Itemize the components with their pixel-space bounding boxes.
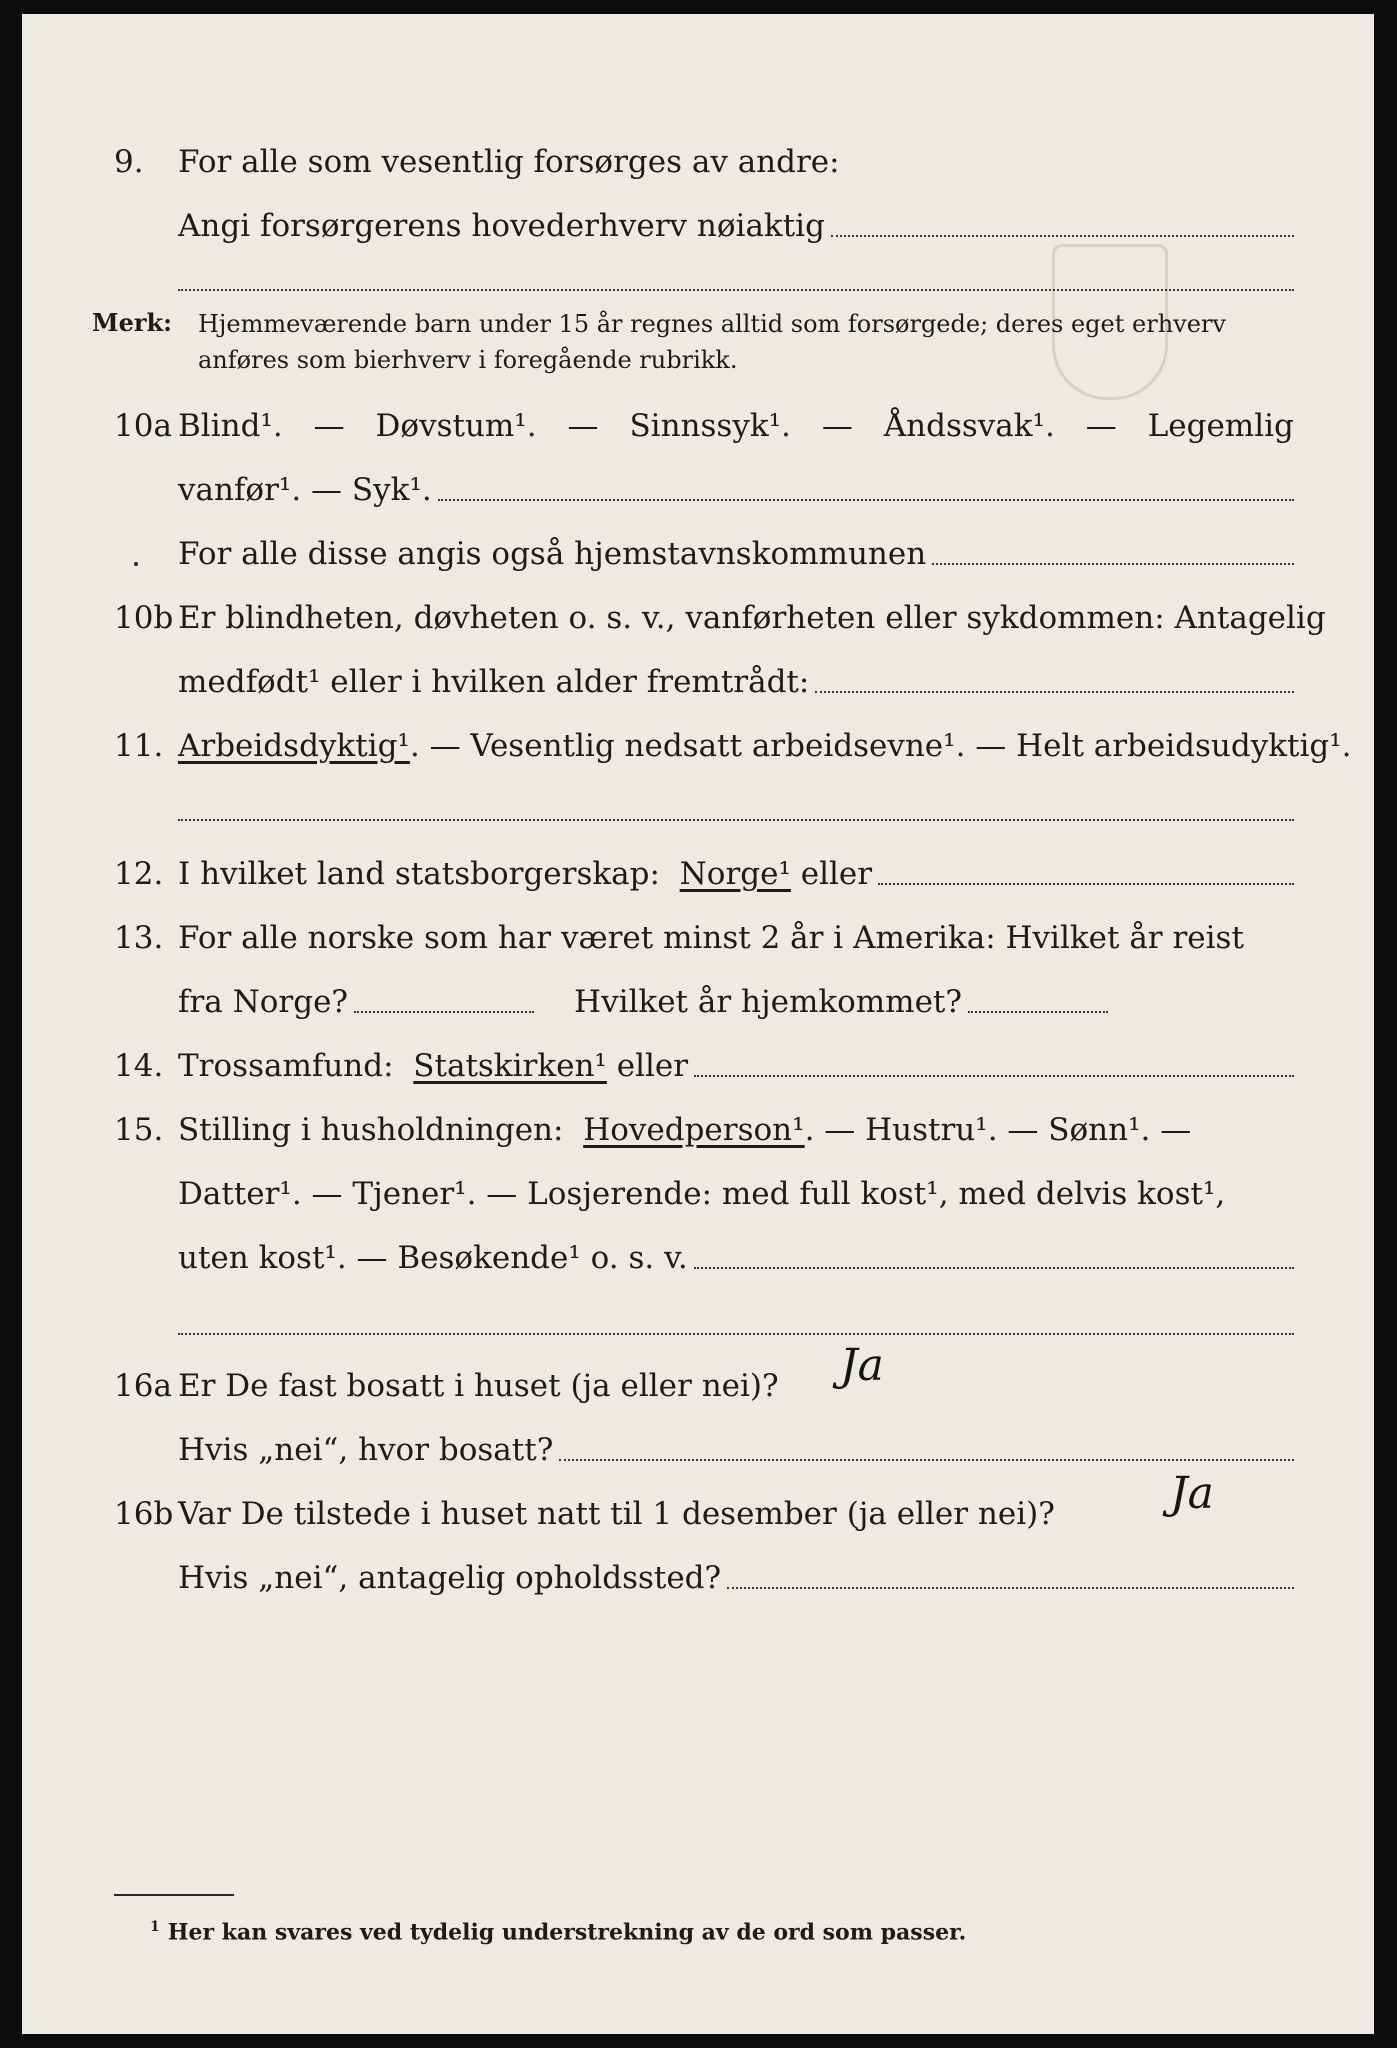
question-number: 12. (114, 856, 164, 892)
question-10b-row-2: medfødt¹ eller i hvilken alder fremtrådt: (22, 662, 1374, 722)
question-number: 11. (114, 728, 164, 764)
question-number: 13. (114, 920, 164, 956)
option-andssvak[interactable]: Åndssvak¹. (883, 408, 1055, 444)
footnote-rule (114, 1894, 234, 1896)
answer-blank[interactable] (694, 1266, 1294, 1269)
answer-blank[interactable] (559, 1458, 1294, 1461)
question-16a-row-1: 16a Er De fast bosatt i huset (ja eller nei)? (114, 1368, 779, 1404)
question-number: 15. (114, 1112, 164, 1148)
answer-blank[interactable] (831, 234, 1294, 237)
answer-blank[interactable] (178, 1332, 1294, 1335)
question-16b-row-2: Hvis „nei“, antagelig opholdssted? (22, 1558, 1374, 1618)
answer-blank-year-returned[interactable] (968, 1010, 1108, 1013)
question-9-row-1 (22, 142, 1374, 202)
question-10b-row-1: 10b Er blindheten, døvheten o. s. v., vanførheten eller sykdommen: Antagelig (114, 600, 1326, 636)
option-blind[interactable]: Blind¹. (178, 408, 283, 444)
question-11-row: 11. Arbeidsdyktig¹ . — Vesentlig nedsatt arbeidsevne¹. — Helt arbeidsudyktig¹. (114, 728, 1352, 764)
question-number: 16a (114, 1368, 172, 1404)
answer-line: Angi forsørgerens hovederhverv nøiaktig (178, 206, 1294, 246)
option-sinnssyk[interactable]: Sinnssyk¹. (629, 408, 791, 444)
answer-blank[interactable] (694, 1074, 1294, 1077)
option-hovedperson-selected[interactable]: Hovedperson¹ (583, 1112, 805, 1148)
question-16b-row-1: 16b Var De tilstede i huset natt til 1 desember (ja eller nei)? (114, 1496, 1055, 1532)
option-norge-selected[interactable]: Norge¹ (679, 856, 791, 892)
note-label: Merk: (92, 308, 172, 337)
answer-blank[interactable] (815, 690, 1294, 693)
question-number: 10a (114, 408, 172, 444)
answer-blank[interactable] (727, 1586, 1294, 1589)
question-number: 16b (114, 1496, 174, 1532)
handwritten-answer-16b: Ja (1170, 1468, 1214, 1519)
question-10a-row-2: vanfør¹. — Syk¹. (22, 470, 1374, 530)
question-number: 10b (114, 600, 174, 636)
question-14-row: 14. Trossamfund: Statskirken¹ eller (22, 1046, 1374, 1106)
option-statskirken-selected[interactable]: Statskirken¹ (413, 1048, 607, 1084)
answer-blank-extra[interactable] (178, 288, 1294, 291)
option-arbeidsdyktig-selected[interactable]: Arbeidsdyktig¹ (178, 728, 410, 764)
question-12-row: 12. I hvilket land statsborgerskap: Norge¹ eller (22, 854, 1374, 914)
question-16a-row-2: Hvis „nei“, hvor bosatt? (22, 1430, 1374, 1490)
note-text: Hjemmeværende barn under 15 år regnes alltid som forsørgede; deres eget erhverv anføres som bierhverv i foregående rubrikk. (198, 310, 1226, 374)
answer-blank[interactable] (178, 818, 1294, 821)
option-dovstum[interactable]: Døvstum¹. (375, 408, 537, 444)
question-15-row-2: Datter¹. — Tjener¹. — Losjerende: med full kost¹, med delvis kost¹, (178, 1176, 1226, 1212)
census-form-page (22, 14, 1374, 2034)
question-number: 14. (114, 1048, 164, 1084)
question-15-row-3: uten kost¹. — Besøkende¹ o. s. v. (22, 1238, 1374, 1298)
answer-blank[interactable] (438, 498, 1294, 501)
handwritten-answer-16a: Ja (840, 1340, 884, 1391)
question-13-row-2: fra Norge? Hvilket år hjemkommet? (22, 982, 1374, 1042)
question-13-row-1: 13. For alle norske som har været minst 2 år i Amerika: Hvilket år reist (114, 920, 1244, 956)
question-text: For alle som vesentlig forsørges av andre: (178, 144, 840, 180)
question-15-row-1: 15. Stilling i husholdningen: Hovedperson¹ . — Hustru¹. — Sønn¹. — (114, 1112, 1192, 1148)
option-legemlig[interactable]: Legemlig (1147, 408, 1294, 444)
question-10a-row-1 (22, 406, 1374, 466)
question-9-row-2 (22, 206, 1374, 266)
footnote: $^1$ Her kan svares ved tydelig understrekning av de ord som passer. (150, 1919, 967, 1946)
question-number: 9. (114, 144, 144, 180)
condition-options: Blind¹. — Døvstum¹. — Sinnssyk¹. — Åndssvak¹. — Legemlig (178, 408, 1294, 444)
answer-blank-year-left[interactable] (354, 1010, 534, 1013)
answer-blank[interactable] (878, 882, 1294, 885)
question-10a-row-3: For alle disse angis også hjemstavnskommunen (22, 534, 1374, 594)
answer-blank[interactable] (932, 562, 1294, 565)
